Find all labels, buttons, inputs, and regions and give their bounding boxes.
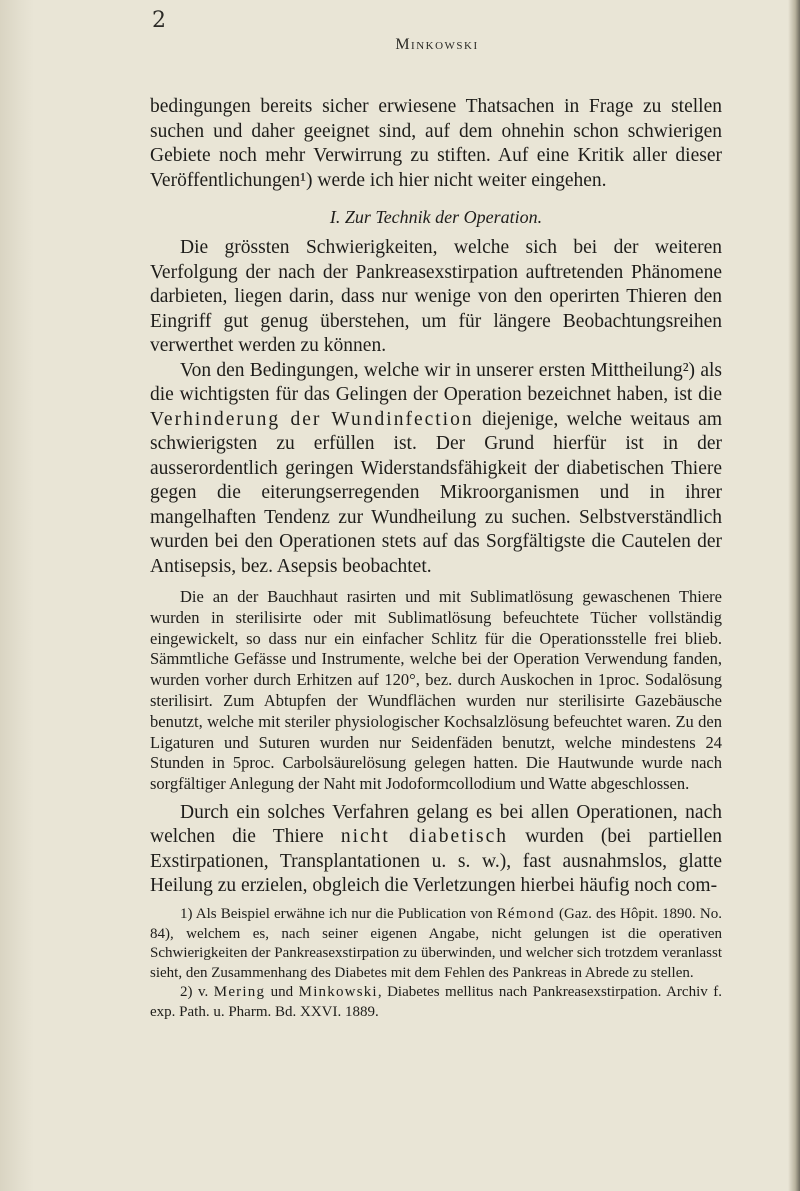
paragraph-1: Die grössten Schwierigkeiten, welche sich bei der weiteren Verfolgung der nach der Pankreasexstirpation auftretenden Phänomene darbieten, liegen darin, dass nur wenige von den operirten Thieren den Eingriff gut genug überstehen, um für längere Beobachtungsreihen verwerthet werden zu können. bbox=[150, 237, 722, 356]
body-text bbox=[150, 95, 722, 1023]
footnote-2 bbox=[150, 983, 722, 1022]
page-edge bbox=[788, 0, 800, 1191]
page-header bbox=[152, 8, 722, 78]
paragraph-2-emphasis: Verhinderung der Wundinfection bbox=[150, 408, 474, 430]
footnote-1-author: Rémond bbox=[496, 905, 555, 922]
footnote-2-start: 2) v. bbox=[180, 984, 214, 1001]
paragraph-2 bbox=[150, 359, 722, 580]
running-head: Minkowski bbox=[395, 36, 479, 53]
paragraph-3-emphasis: nicht diabetisch bbox=[340, 826, 509, 848]
footnote-1-start: 1) Als Beispiel erwähne ich nur die Publication von bbox=[180, 905, 497, 922]
paragraph-3-start: Durch ein solches Verfahren gelang es bei allen Operationen, nach welchen die Thiere bbox=[150, 801, 722, 848]
paragraph-3-end: wurden (bei partiellen Exstirpationen, Transplantationen u. s. w.), fast ausnahmslos, glatte Heilung zu erzielen, obgleich die Verletzungen hierbei häufig noch com- bbox=[150, 826, 722, 897]
small-print-paragraph: Die an der Bauchhaut rasirten und mit Sublimatlösung gewaschenen Thiere wurden in sterilisirte oder mit Sublimatlösung befeuchtete Tücher vollständig eingewickelt, so dass nur ein einfacher Schlitz für die Operationsstelle frei blieb. Sämmtliche Gefässe und Instrumente, welche bei der Operation Verwendung fanden, wurden vorher durch Erhitzen auf 120°, bez. durch Auskochen in 1proc. Sodalösung sterilisirt. Zum Abtupfen der Wundflächen wurden nur sterilisirte Gazebäusche benutzt, welche mit steriler physiologischer Kochsalzlösung befeuchtet waren. Zu den Ligaturen und Suturen wurden nur Seidenfäden benutzt, welche mindestens 24 Stunden in 5proc. Carbolsäurelösung gelegen hatten. Die Hautwunde wurde nach sorgfältiger Anlegung der Naht mit Jodoformcollodium und Watte abgeschlossen. bbox=[150, 587, 722, 794]
section-heading: I. Zur Technik der Operation. bbox=[329, 207, 543, 227]
footnote-1-end: (Gaz. des Hôpit. 1890. No. 84), welchem es, nach seiner eigenen Angabe, nicht gelungen ist die operativen Schwierigkeiten der Pankreasexstirpation zu überwinden, und welcher sich trotzdem veranlasst sieht, den Zusammenhang des Diabetes mit dem Fehlen des Pankreas in Abrede zu stellen. bbox=[150, 905, 722, 981]
paragraph-2-end: diejenige, welche weitaus am schwierigsten zu erfüllen ist. Der Grund hierfür ist in der ausserordentlich geringen Widerstandsfähigkeit der diabetischen Thiere gegen die eiterungserregenden Mikroorganismen und in ihrer mangelhaften Tendenz zur Wundheilung zu suchen. Selbstverständlich wurden bei den Operationen stets auf das Sorgfältigste die Cautelen der Antisepsis, bez. Asepsis beobachtet. bbox=[150, 408, 722, 577]
binding-shadow bbox=[0, 0, 34, 1191]
footnote-2-author-1: Mering bbox=[213, 984, 266, 1001]
intro-paragraph: bedingungen bereits sicher erwiesene Thatsachen in Frage zu stellen suchen und daher geeignet sind, auf dem ohnehin schon schwierigen Gebiete noch mehr Verwirrung zu stiften. Auf eine Kritik aller dieser Veröffentlichungen¹) werde ich hier nicht weiter eingehen. bbox=[150, 96, 722, 191]
page-number: 2 bbox=[152, 8, 166, 33]
footnote-1 bbox=[150, 905, 722, 983]
paragraph-2-start: Von den Bedingungen, welche wir in unserer ersten Mittheilung²) als die wichtigsten für das Gelingen der Operation bezeichnet haben, ist die bbox=[150, 359, 722, 405]
footnote-2-end: , Diabetes mellitus nach Pankreasexstirpation. Archiv f. exp. Path. u. Pharm. Bd. XXVI. 1889. bbox=[150, 984, 722, 1020]
paragraph-3 bbox=[150, 801, 722, 899]
footnote-2-author-2: Minkowski bbox=[298, 984, 378, 1001]
footnote-2-mid: und bbox=[265, 984, 299, 1001]
